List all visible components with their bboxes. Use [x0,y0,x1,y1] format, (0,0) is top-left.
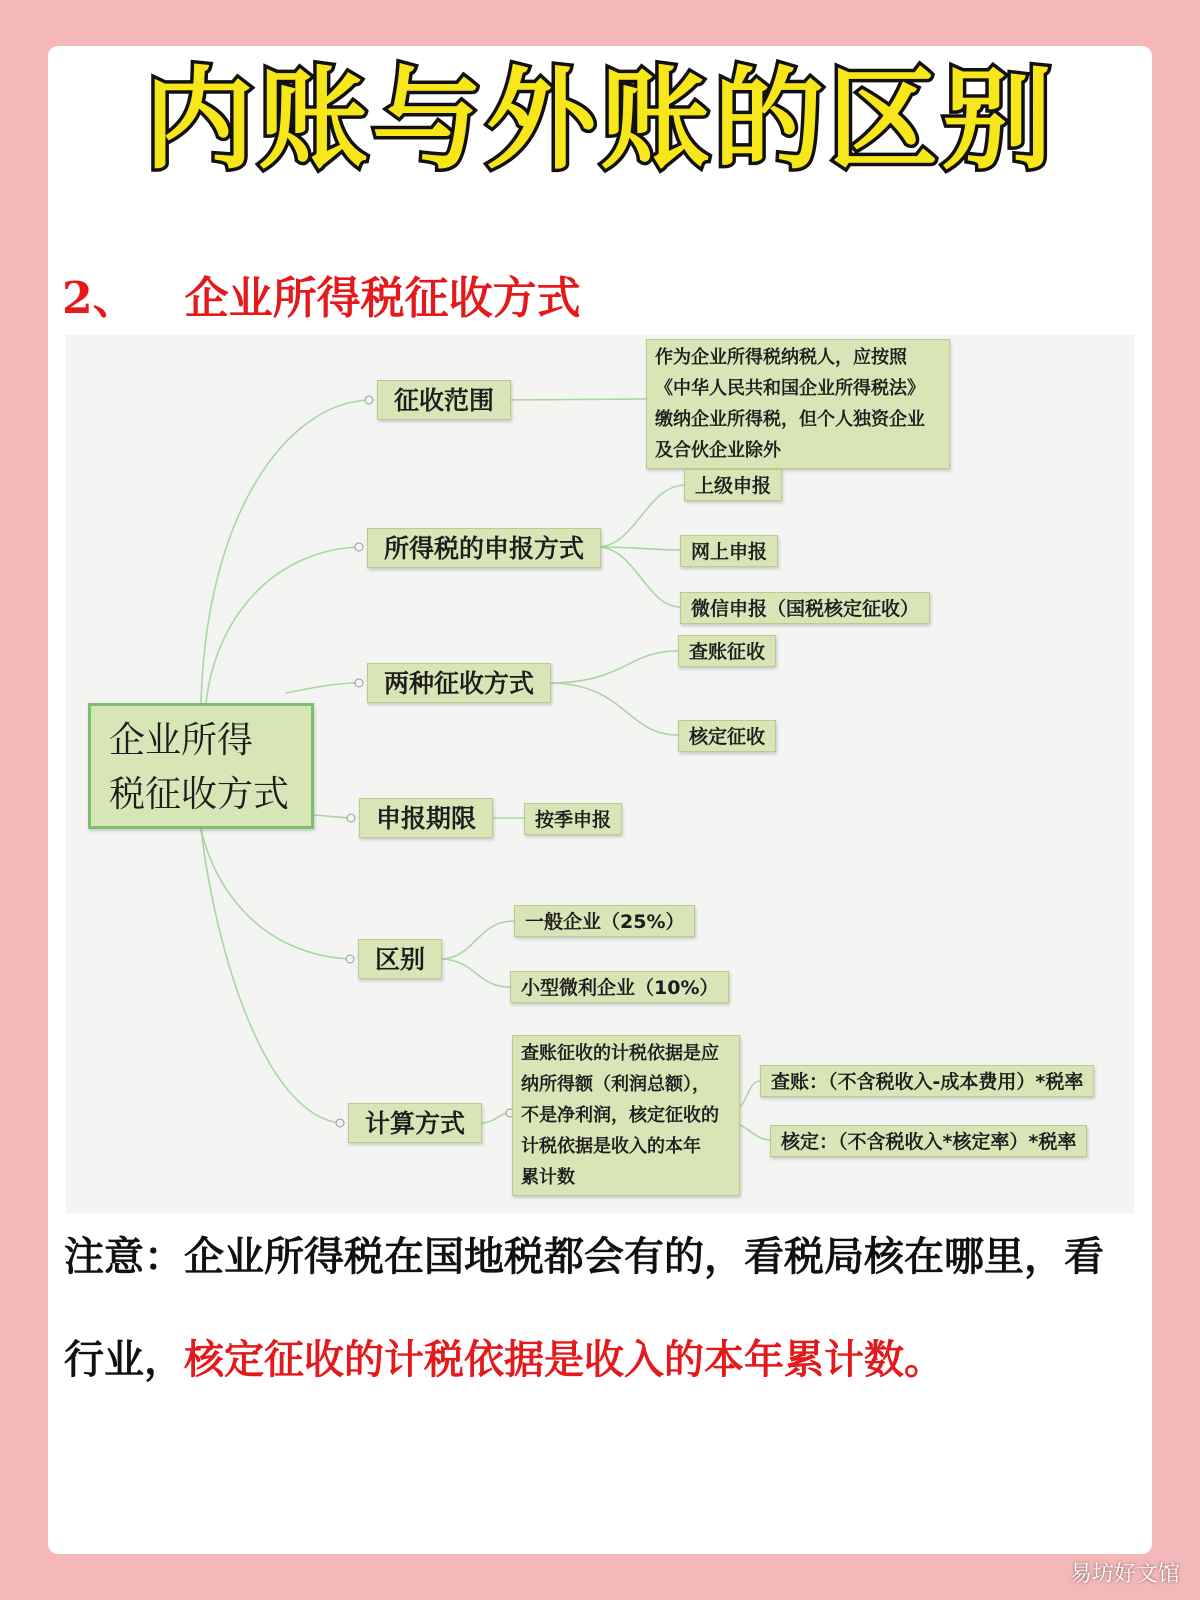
collapse-dot-deadline [347,814,355,822]
scope-note: 作为企业所得税纳税人，应按照 《中华人民共和国企业所得税法》 缴纳企业所得税，但个人独资企业 及合伙企业除外 [646,339,950,469]
section-heading [62,262,581,326]
connector-root-calc [201,829,340,1123]
connector-root-methods [286,683,359,693]
leaf-superior-filing: 上级申报 [684,469,782,501]
connector-root-scope [201,400,369,703]
leaf-wechat-filing: 微信申报（国税核定征收） [680,592,930,624]
leaf-audit-formula: 查账：（不含税收入-成本费用）*税率 [760,1065,1094,1097]
leaf-assessed-formula: 核定：（不含税收入*核定率）*税率 [770,1125,1087,1157]
connector-scope-note [508,399,646,400]
leaf-assessed-collection: 核定征收 [678,720,776,752]
leaf-quarterly-filing: 按季申报 [524,803,622,835]
connector-methods-assess [548,683,678,735]
leaf-general-enterprise: 一般企业（25%） [514,905,695,937]
section-label: 企业所得税征收方式 [184,273,581,324]
connector-filing-superior [597,485,686,547]
connector-root-difference [201,829,350,959]
note-paragraph [64,1205,1114,1411]
collapse-dot-difference [346,955,354,963]
root-node: 企业所得 税征收方式 [88,703,314,829]
mind-map [66,335,1134,1213]
connector-note-audit-formula [738,1081,760,1107]
collapse-dot-filing [355,543,363,551]
note-text: 注意：企业所得税在国地税都会有的，看税局核在哪里，看行业， [64,1233,1104,1383]
note-highlight: 核定征收的计税依据是收入的本年累计数。 [184,1336,944,1383]
leaf-audit-collection: 查账征收 [678,635,776,667]
branch-filing-method: 所得税的申报方式 [367,528,601,568]
connector-root-deadline [314,815,351,818]
connector-root-filing [206,547,359,703]
section-number: 2、 [62,273,137,324]
calculation-note: 查账征收的计税依据是应 纳所得额（利润总额）， 不是净利润，核定征收的 计税依据是收入的本年 累计数 [512,1035,740,1196]
connector-filing-wechat [597,547,680,607]
connector-diff-general [439,921,514,959]
watermark: 易坊好文馆 [1069,1562,1180,1587]
collapse-dot-methods [355,679,363,687]
connector-diff-small [439,959,510,987]
leaf-small-enterprise: 小型微利企业（10%） [510,971,729,1003]
connector-calc-note [480,1113,510,1123]
branch-collection-methods: 两种征收方式 [367,663,551,703]
connector-methods-audit [548,651,678,683]
branch-scope: 征收范围 [377,380,511,420]
collapse-dot-calc [336,1119,344,1127]
collapse-dot-scope [365,396,373,404]
branch-difference: 区别 [358,939,442,979]
connector-note-assess-formula [738,1125,770,1140]
branch-filing-deadline: 申报期限 [359,798,493,838]
branch-calculation: 计算方式 [348,1103,482,1143]
leaf-online-filing: 网上申报 [680,535,778,567]
page-title: 内账与外账的区别 [144,56,1056,184]
